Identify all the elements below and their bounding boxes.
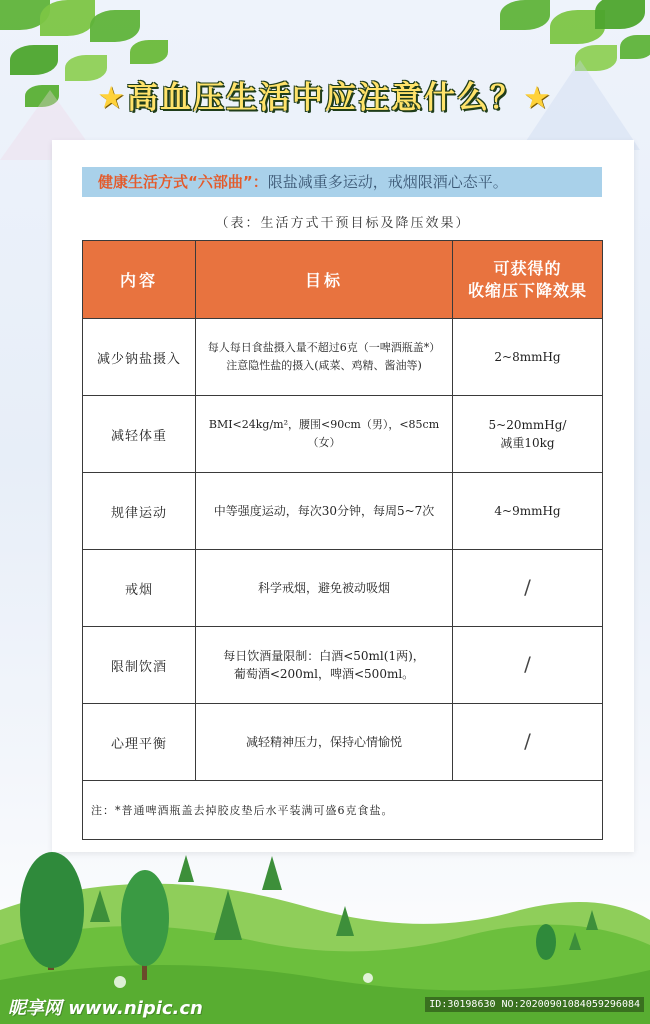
banner-highlight: 健康生活方式“六部曲”： [98,173,268,191]
row-effect [453,473,603,550]
tree-round [121,870,169,966]
row-goal [196,627,453,704]
row-item: 戒烟 [83,550,196,627]
goal-line: 每日饮酒量限制：白酒<50ml(1两)， [223,649,425,663]
bush [363,973,373,983]
row-item: 限制饮酒 [83,627,196,704]
goal-line: 注意隐性盐的摄入(咸菜、鸡精、酱油等) [226,359,422,372]
title-area [0,72,650,117]
goal-line: BMI<24kg/m²，腰围<90cm（男），<85cm（女） [208,418,440,449]
goal-line: 减轻精神压力，保持心情愉悦 [245,735,402,749]
row-goal [196,396,453,473]
table-row [83,550,603,627]
effect-slash: / [524,728,531,753]
header-effect-line2: 收缩压下降效果 [467,280,587,300]
lifestyle-banner [82,167,602,197]
table-row [83,473,603,550]
header-content: 内容 [83,241,196,319]
goal-line: 葡萄酒<200ml，啤酒<500ml。 [233,667,415,681]
tree-pine [178,855,194,882]
header-effect [453,241,603,319]
bush [114,976,126,988]
page-title [97,72,553,117]
effect-line: 5~20mmHg/ [488,418,567,432]
row-item: 规律运动 [83,473,196,550]
row-effect [453,396,603,473]
effect-line: 减重10kg [500,436,555,450]
row-goal [196,704,453,781]
goal-line: 科学戒烟，避免被动吸烟 [257,581,390,595]
table-note-row [83,781,603,840]
effect-line: 2~8mmHg [494,350,561,364]
row-effect [453,704,603,781]
row-effect [453,550,603,627]
table-caption: （表：生活方式干预目标及降压效果） [215,216,471,231]
table-header-row [83,241,603,319]
watermark-left: 昵享网 www.nipic.cn [8,998,203,1019]
title-text: 高血压生活中应注意什么？ [127,80,523,116]
banner-text: 限盐减重多运动，戒烟限酒心态平。 [267,173,508,191]
table-note: 注：*普通啤酒瓶盖去掉胶皮垫后水平装满可盛6克食盐。 [83,781,603,840]
tree-pine [262,856,282,890]
effect-slash: / [524,574,531,599]
table-row [83,704,603,781]
row-goal [196,473,453,550]
star-icon: ★ [523,80,553,116]
tree-round [536,924,556,960]
table-row [83,396,603,473]
goal-line: 每人每日食盐摄入量不超过6克（一啤酒瓶盖*） [207,341,441,354]
header-goal: 目标 [196,241,453,319]
star-icon: ★ [97,80,127,116]
intervention-table [82,240,603,840]
row-effect [453,319,603,396]
row-effect [453,627,603,704]
row-item: 心理平衡 [83,704,196,781]
tree-round [20,852,84,968]
table-row [83,627,603,704]
row-item: 减少钠盐摄入 [83,319,196,396]
content-card [52,140,634,852]
effect-slash: / [524,651,531,676]
header-effect-line1: 可获得的 [493,258,562,278]
row-item: 减轻体重 [83,396,196,473]
row-goal [196,319,453,396]
watermark-right: ID:30198630 NO:20200901084059296084 [425,997,644,1012]
effect-line: 4~9mmHg [494,504,561,518]
goal-line: 中等强度运动，每次30分钟，每周5~7次 [213,504,435,518]
table-row [83,319,603,396]
row-goal [196,550,453,627]
